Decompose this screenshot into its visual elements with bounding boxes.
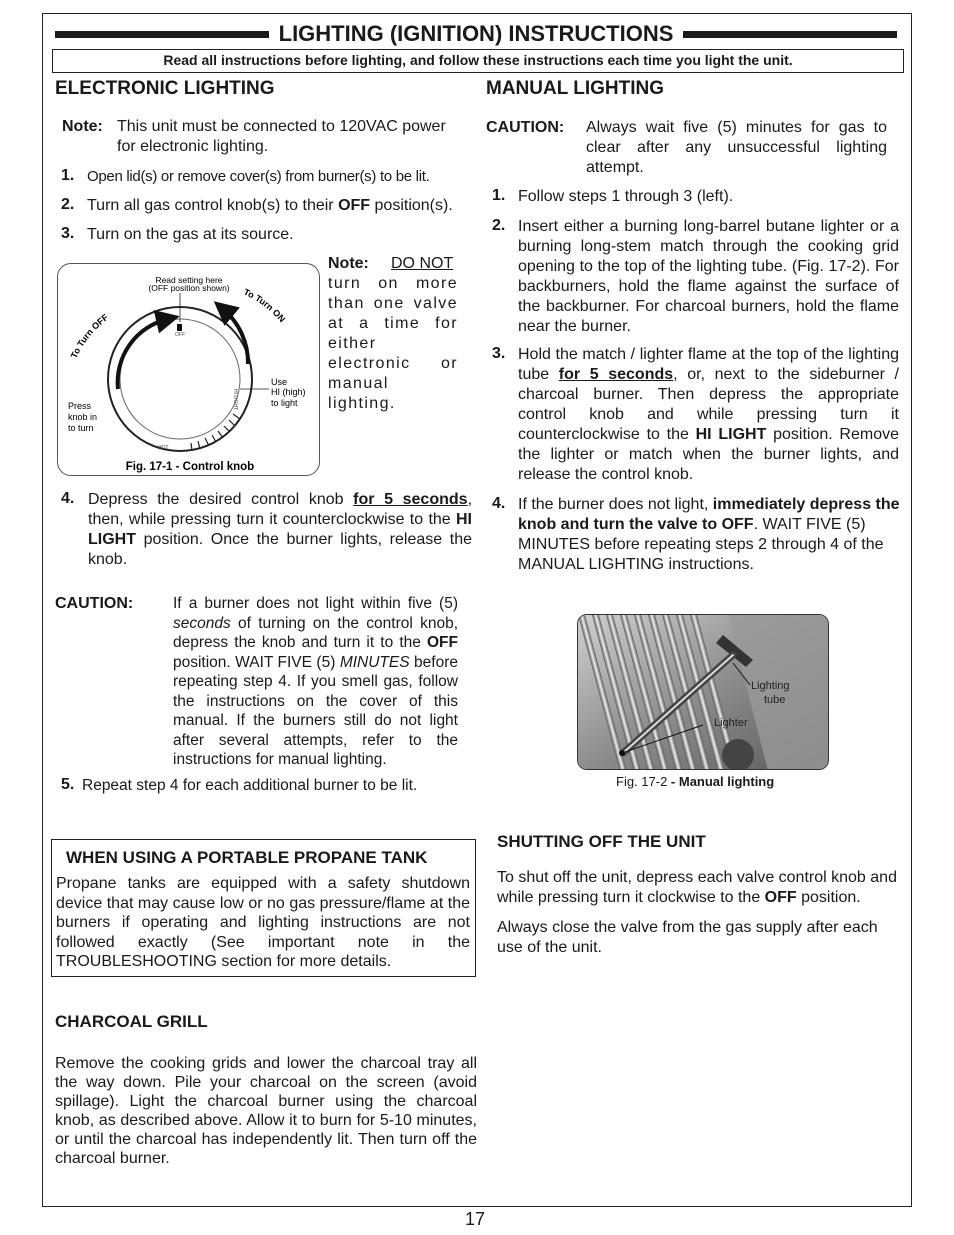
e-step3-num: 3. bbox=[61, 225, 75, 242]
note2-text: turn on more than one valve at a time for either electronic or manual lighting. bbox=[328, 275, 458, 412]
to-turn-off-label: To Turn OFF bbox=[68, 312, 111, 360]
propane-heading: WHEN USING A PORTABLE PROPANE TANK bbox=[66, 848, 428, 867]
m-step1-num: 1. bbox=[492, 187, 506, 204]
page-title: LIGHTING (IGNITION) INSTRUCTIONS bbox=[278, 21, 674, 46]
lighting-tube-label-2: tube bbox=[764, 694, 786, 706]
title-rule-left bbox=[55, 31, 269, 38]
use-label-1: Use bbox=[271, 377, 288, 387]
e-step1-text: Open lid(s) or remove cover(s) from burner(s) to be lit. bbox=[87, 168, 430, 185]
control-knob-figure bbox=[57, 263, 320, 476]
charcoal-text: Remove the cooking grids and lower the charcoal tray all the way down. Pile your charcoal on the screen (avoid spillage). Light the charcoal burner using the charcoal knob, as described above. Allow it to burn for 5-10 minutes, or until the charcoal has independently lit. Then turn off the charcoal burner. bbox=[55, 1055, 477, 1167]
e-step5-num: 5. bbox=[61, 776, 75, 793]
m-step4-num: 4. bbox=[492, 495, 506, 512]
e-step2-text: Turn all gas control knob(s) to their OFF position(s). bbox=[87, 197, 453, 214]
m-step2-num: 2. bbox=[492, 217, 506, 234]
setting-indicator bbox=[177, 324, 182, 331]
press-label-1: Press bbox=[68, 401, 92, 411]
electronic-note-label: Note: bbox=[62, 118, 103, 135]
figure2-caption: Fig. 17-2 - Manual lighting bbox=[616, 774, 775, 789]
note2-label: Note: bbox=[328, 255, 369, 272]
propane-text: Propane tanks are equipped with a safety shutdown device that may cause low or no gas pressure/flame at the burners if operating and lighting instructions are not followed exactly (See important note in the TROUBLESHOOTING section for more details. bbox=[56, 875, 470, 970]
dial-hot-label: HOT bbox=[158, 445, 169, 451]
manual-heading: MANUAL LIGHTING bbox=[486, 78, 665, 99]
e-step2-num: 2. bbox=[61, 196, 75, 213]
press-label-2: knob in bbox=[68, 412, 98, 422]
page-number: 17 bbox=[465, 1209, 486, 1229]
e-caution-label: CAUTION: bbox=[55, 595, 134, 612]
manual-lighting-illustration bbox=[578, 615, 829, 770]
e-step5-text: Repeat step 4 for each additional burner to be lit. bbox=[82, 777, 418, 794]
e-step4-num: 4. bbox=[61, 490, 75, 507]
read-setting-label: Read setting here bbox=[155, 275, 223, 285]
m-step3-text: Hold the match / lighter flame at the top of the lighting tube for 5 seconds, or, next to the sideburner / charcoal burner. Then depress the appropriate control knob and while pressing turn it counterclockwise to the HI LIGHT position. Remove the lighter or match when the burner lights, and release the control knob. bbox=[518, 346, 900, 483]
e-step1-num: 1. bbox=[61, 167, 75, 184]
charcoal-heading: CHARCOAL GRILL bbox=[55, 1012, 208, 1031]
use-label-3: to light bbox=[271, 398, 298, 408]
shutoff-heading: SHUTTING OFF THE UNIT bbox=[497, 832, 706, 851]
control-knob-diagram bbox=[58, 264, 320, 476]
e-caution-text: If a burner does not light within five (5) seconds of turning on the control knob, depress the knob and turn it to the OFF position. WAIT FIVE (5) MINUTES before repeating step 4. If you smell gas, follow the instructions on the cover of this manual. If the burners still do not light after several attempts, refer to the instructions for manual lighting. bbox=[173, 595, 458, 768]
m-step4-text: If the burner does not light, immediately depress the knob and turn the valve to OFF. WAIT FIVE (5) MINUTES before repeating steps 2 through 4 of the MANUAL LIGHTING instructions. bbox=[518, 496, 900, 573]
m-step1-text: Follow steps 1 through 3 (left). bbox=[518, 188, 734, 205]
lighting-tube-label-1: Lighting bbox=[751, 680, 790, 692]
use-label-2: HI (high) bbox=[271, 387, 306, 397]
manual-lighting-photo bbox=[577, 614, 829, 770]
electronic-heading: ELECTRONIC LIGHTING bbox=[55, 78, 275, 99]
note2-do-not: DO NOT bbox=[391, 255, 454, 272]
title-row bbox=[55, 20, 897, 48]
to-turn-on-label: To Turn ON bbox=[242, 286, 288, 325]
dial-hi-label: HI LIGHT bbox=[232, 389, 238, 411]
title-rule-right bbox=[683, 31, 897, 38]
off-shown-label: (OFF position shown) bbox=[148, 283, 230, 293]
e-step4-text: Depress the desired control knob for 5 seconds, then, while pressing turn it counterclockwise to the HI LIGHT position. Once the burner lights, release the knob. bbox=[88, 491, 473, 568]
electronic-note-text: This unit must be connected to 120VAC power for electronic lighting. bbox=[117, 118, 446, 155]
m-caution-text: Always wait five (5) minutes for gas to clear after any unsuccessful lighting attempt. bbox=[586, 119, 887, 176]
figure1-caption: Fig. 17-1 - Control knob bbox=[125, 461, 255, 473]
m-step2-text: Insert either a burning long-barrel butane lighter or a burning long-stem match through the cooking grid opening to the top of the lighting tube. (Fig. 17-2). For backburners, hold the flame against the surface of the backburner. For charcoal burners, hold the flame near the burner. bbox=[518, 218, 899, 335]
intro-banner: Read all instructions before lighting, and follow these instructions each time you light the unit. bbox=[52, 49, 904, 73]
control-knob-photo bbox=[722, 739, 754, 770]
press-label-3: to turn bbox=[68, 423, 94, 433]
m-caution-label: CAUTION: bbox=[486, 119, 565, 136]
e-step3-text: Turn on the gas at its source. bbox=[87, 226, 294, 243]
m-step3-num: 3. bbox=[492, 345, 506, 362]
shutoff-p2: Always close the valve from the gas supply after each use of the unit. bbox=[497, 919, 878, 956]
lighter-label: Lighter bbox=[714, 717, 748, 729]
shutoff-p1: To shut off the unit, depress each valve control knob and while pressing turn it clockwise to the OFF position. bbox=[497, 869, 897, 906]
dial-off-label: OFF bbox=[175, 332, 185, 338]
